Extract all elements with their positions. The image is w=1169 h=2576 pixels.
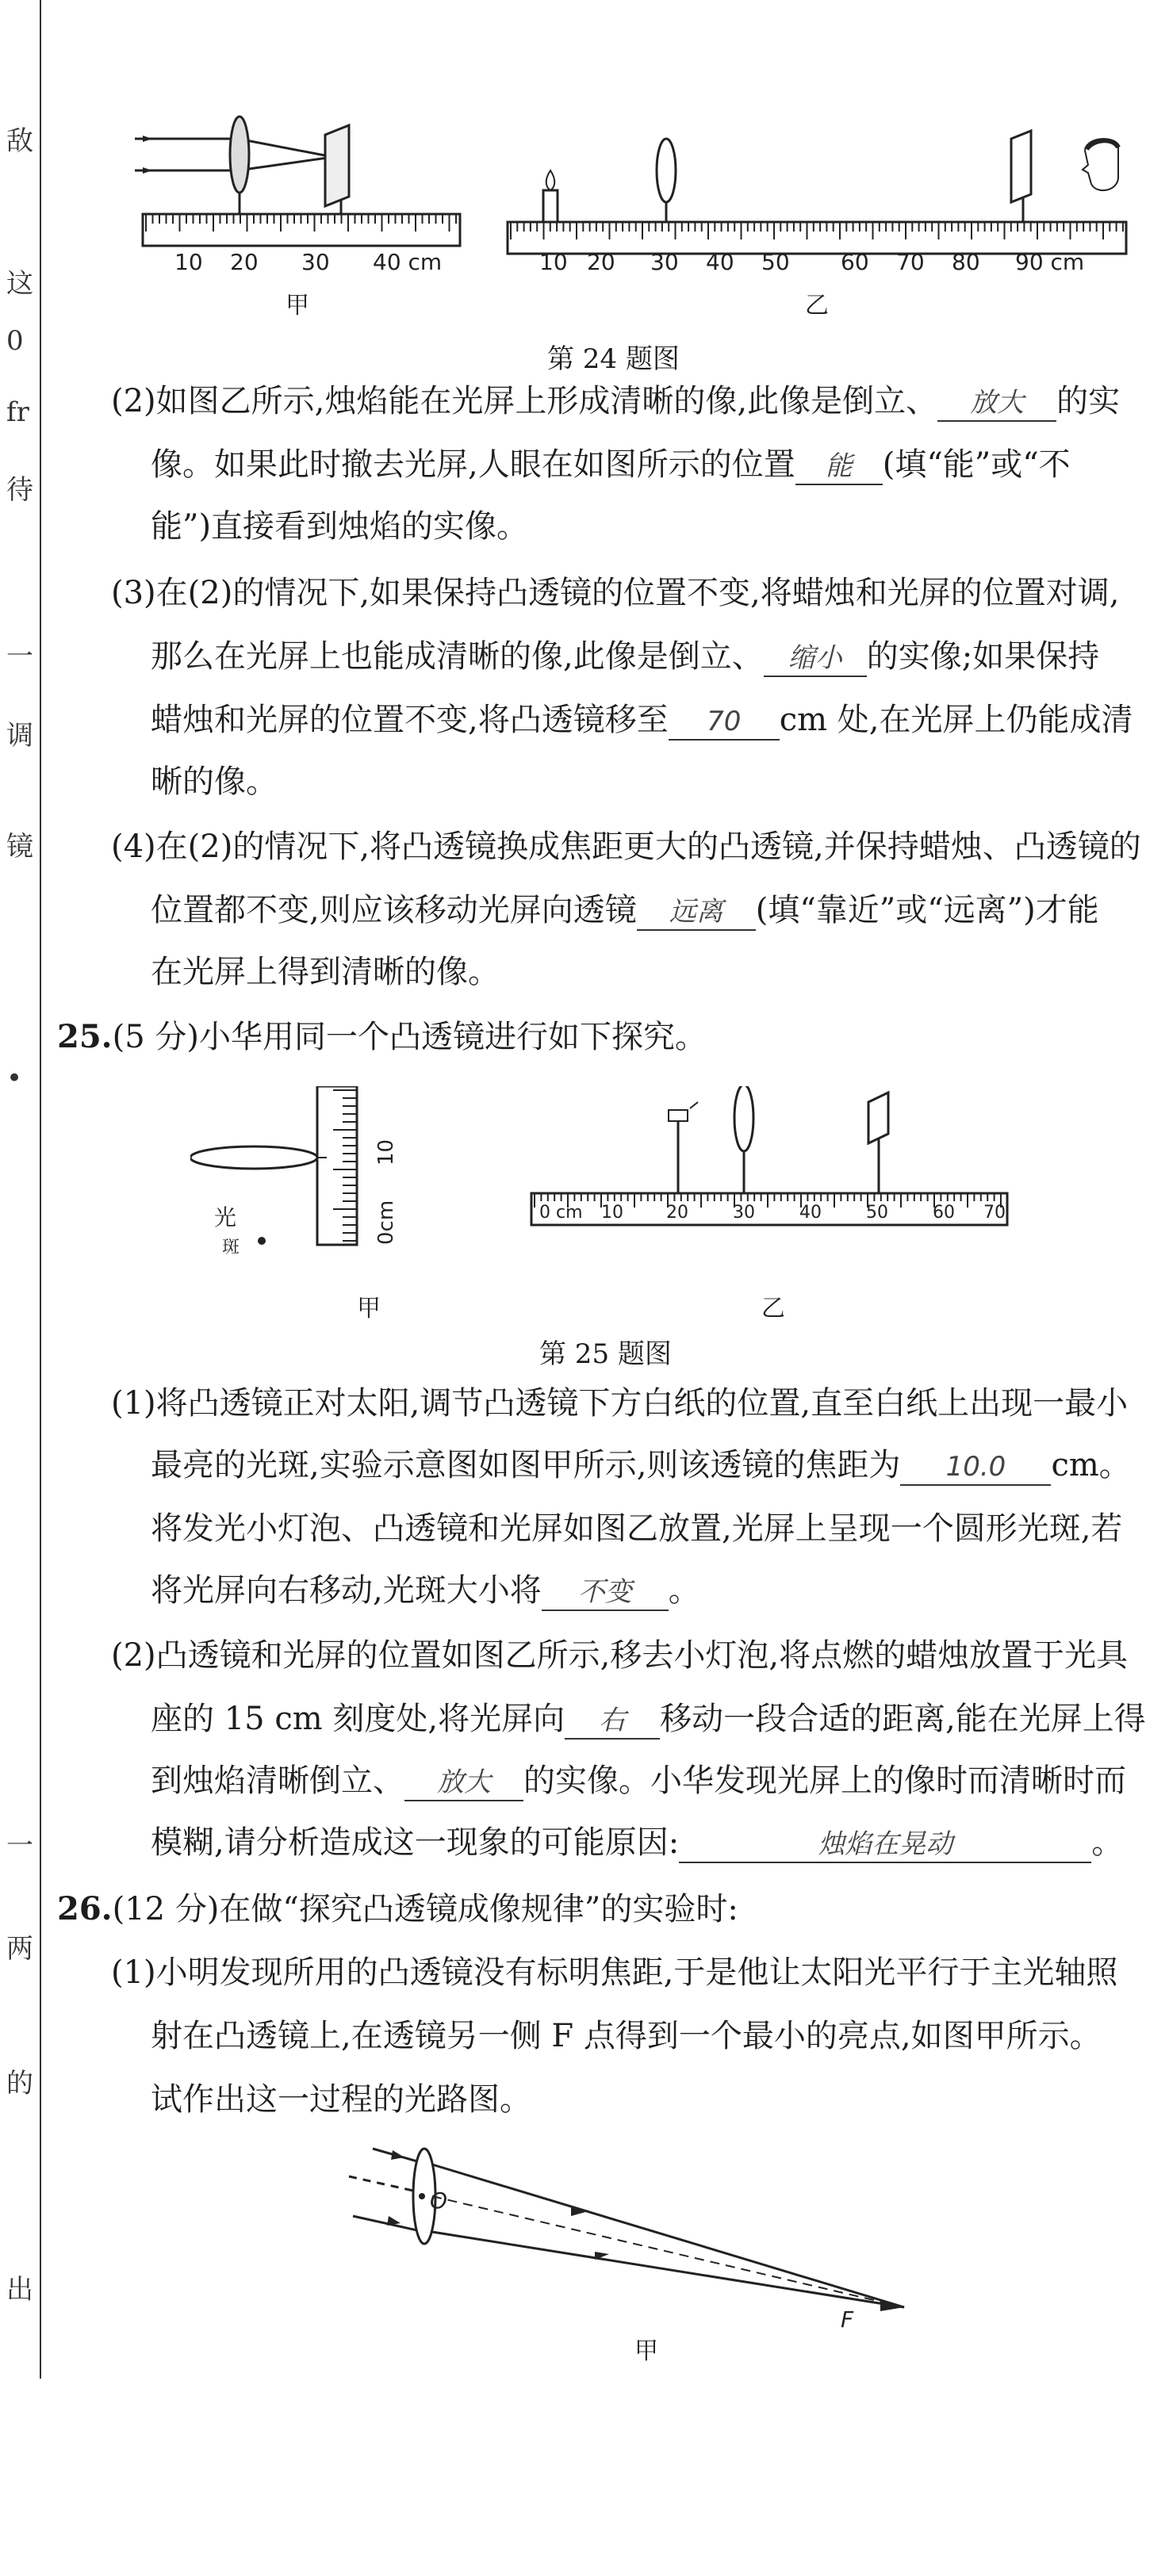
scale-a-label: 10 — [374, 1139, 398, 1166]
q25-p1-line1: (1)将凸透镜正对太阳,调节凸透镜下方白纸的位置,直至白纸上出现一最小 — [111, 1385, 1129, 1422]
q24-p2-line1 — [111, 379, 1120, 423]
text: 。 — [668, 1572, 700, 1609]
margin-char: 两 — [6, 1933, 33, 1965]
text: (2)如图乙所示,烛焰能在光屏上形成清晰的像,此像是倒立、 — [111, 383, 938, 419]
text: 最亮的光斑,实验示意图如图甲所示,则该透镜的焦距为 — [151, 1447, 901, 1483]
q24-p2-line3: 能”)直接看到烛焰的实像。 — [151, 508, 529, 545]
q24-p3-line3 — [151, 698, 1133, 742]
ruler-a-tick-label: 20 — [230, 249, 259, 275]
ruler-b-tick-label: 70 — [896, 249, 925, 275]
q24-p4-line3: 在光屏上得到清晰的像。 — [151, 954, 500, 990]
spot-label: 光 — [214, 1204, 237, 1231]
ruler-b-tick-label: 90 cm — [1015, 249, 1085, 275]
flame-shape — [546, 170, 555, 190]
text: 位置都不变,则应该移动光屏向透镜 — [151, 892, 637, 928]
question-number: 25. — [57, 1018, 113, 1055]
answer-blank: 能 — [795, 449, 883, 485]
margin-char: 的 — [6, 2068, 33, 2099]
figure-26-label: 甲 — [634, 2337, 658, 2365]
answer-blank: 烛焰在晃动 — [679, 1827, 1091, 1863]
point-f-label: F — [841, 2306, 854, 2333]
q25-stem — [57, 1015, 707, 1059]
figure-24-caption: 第 24 题图 — [547, 343, 680, 375]
answer-blank: 右 — [565, 1703, 660, 1740]
figure-24-b — [508, 131, 1126, 320]
screen-shape — [1011, 131, 1031, 202]
margin-char: • — [6, 1062, 23, 1094]
answer-blank: 10.0 — [900, 1449, 1051, 1486]
margin-char: 0 — [6, 325, 24, 357]
answer-blank: 放大 — [937, 385, 1056, 422]
text: 模糊,请分析造成这一现象的可能原因: — [151, 1824, 680, 1861]
margin-char: 一 — [6, 641, 33, 672]
ruler-a-tick-label: 30 — [301, 249, 330, 275]
margin-char: 一 — [6, 1830, 33, 1862]
text: 移动一段合适的距离,能在光屏上得 — [660, 1701, 1146, 1737]
answer-blank: 缩小 — [764, 641, 867, 677]
text: 那么在光屏上也能成清晰的像,此像是倒立、 — [151, 638, 764, 675]
text: (5 分)小华用同一个凸透镜进行如下探究。 — [112, 1019, 707, 1055]
margin-char: 待 — [6, 474, 33, 506]
text: 的实 — [1056, 383, 1121, 419]
spot-label: 斑 — [222, 1238, 240, 1257]
answer-blank: 远离 — [637, 894, 756, 931]
text: 的实像。小华发现光屏上的像时而清晰时而 — [523, 1763, 1126, 1799]
text: 到烛焰清晰倒立、 — [151, 1763, 404, 1799]
screen-shape — [325, 125, 349, 206]
optical-center-point — [419, 2193, 425, 2199]
ruler-a-tick-label: 40 cm — [373, 249, 443, 275]
figure-24-a-label: 甲 — [286, 292, 309, 320]
figure-25-a-label: 甲 — [357, 1295, 381, 1322]
q24-p3-line1: (3)在(2)的情况下,如果保持凸透镜的位置不变,将蜡烛和光屏的位置对调, — [111, 575, 1120, 611]
figure-24-a — [135, 117, 460, 320]
ruler-b-tick-label: 40 — [706, 249, 734, 275]
q24-p3-line4: 晰的像。 — [151, 764, 278, 800]
margin-char: fr — [6, 396, 29, 428]
text: 蜡烛和光屏的位置不变,将凸透镜移至 — [151, 702, 669, 738]
margin-rule — [40, 0, 41, 2379]
q25-p2-line1: (2)凸透镜和光屏的位置如图乙所示,移去小灯泡,将点燃的蜡烛放置于光具 — [111, 1637, 1129, 1674]
q25-p2-line3 — [151, 1759, 1126, 1803]
answer-blank: 放大 — [404, 1765, 523, 1801]
lens-shape — [190, 1146, 317, 1169]
lens-shape — [657, 139, 676, 202]
scale-a-label: 0cm — [374, 1200, 398, 1245]
light-spot — [258, 1237, 266, 1245]
point-o-label: O — [430, 2187, 448, 2214]
figure-26 — [333, 2133, 952, 2371]
figure-25 — [190, 1086, 1079, 1324]
ruler-tick-label: 60 — [933, 1203, 955, 1223]
q25-p2-line4 — [151, 1820, 1123, 1865]
ruler-tick-label: 50 — [866, 1203, 888, 1223]
figure-25-caption: 第 25 题图 — [539, 1338, 672, 1370]
figure-25-b — [531, 1086, 1007, 1322]
bulb-shape — [669, 1110, 688, 1121]
figure-25-b-label: 乙 — [761, 1295, 785, 1322]
ruler-b-tick-label: 50 — [761, 249, 790, 275]
q24-p4-line2 — [151, 888, 1099, 932]
q24-p4-line1: (4)在(2)的情况下,将凸透镜换成焦距更大的凸透镜,并保持蜡烛、凸透镜的 — [111, 829, 1141, 865]
ruler-a-tick-label: 10 — [174, 249, 203, 275]
margin-char: 这 — [6, 268, 33, 300]
q25-p1-line2 — [151, 1443, 1131, 1487]
q26-p1-line2: 射在凸透镜上,在透镜另一侧 F 点得到一个最小的亮点,如图甲所示。 — [151, 2018, 1102, 2054]
text: 将光屏向右移动,光斑大小将 — [151, 1572, 542, 1609]
scale-a — [317, 1086, 357, 1245]
text: (12 分)在做“探究凸透镜成像规律”的实验时: — [112, 1891, 738, 1927]
figure-25-a — [190, 1086, 398, 1322]
ruler-tick-label: 0 cm — [539, 1203, 583, 1223]
ruler-tick-label: 10 — [601, 1203, 623, 1223]
q26-p1-line1: (1)小明发现所用的凸透镜没有标明焦距,于是他让太阳光平行于主光轴照 — [111, 1954, 1118, 1991]
text: 的实像;如果保持 — [866, 638, 1100, 675]
q25-p1-line4 — [151, 1568, 700, 1613]
text: 像。如果此时撤去光屏,人眼在如图所示的位置 — [151, 446, 795, 483]
ruler-tick-label: 30 — [733, 1203, 755, 1223]
margin-char: 敌 — [6, 125, 33, 157]
text: 座的 15 cm 刻度处,将光屏向 — [151, 1701, 565, 1737]
q24-p3-line2 — [151, 634, 1099, 679]
text: (填“靠近”或“远离”)才能 — [755, 892, 1099, 928]
screen-shape — [868, 1093, 888, 1143]
text: cm。 — [1051, 1447, 1131, 1483]
ruler-tick-label: 40 — [799, 1203, 822, 1223]
text: 。 — [1091, 1824, 1124, 1861]
figure-24-b-label: 乙 — [805, 292, 829, 320]
ruler-b-tick-label: 30 — [650, 249, 679, 275]
lens-shape — [734, 1086, 753, 1151]
question-number: 26. — [57, 1890, 113, 1927]
q24-p2-line2 — [151, 442, 1071, 487]
q26-p1-line3: 试作出这一过程的光路图。 — [151, 2081, 531, 2118]
margin-char: 镜 — [6, 831, 33, 863]
ruler-b-tick-label: 80 — [952, 249, 980, 275]
ruler-b-tick-label: 20 — [587, 249, 615, 275]
text: (填“能”或“不 — [882, 446, 1071, 483]
ruler-b-tick-label: 60 — [841, 249, 869, 275]
ruler-tick-label: 70 — [983, 1203, 1006, 1223]
answer-blank: 不变 — [542, 1575, 669, 1611]
figure-24 — [111, 103, 1142, 341]
margin-char: 出 — [6, 2274, 33, 2306]
text: cm 处,在光屏上仍能成清 — [779, 702, 1133, 738]
q26-stem — [57, 1887, 738, 1931]
candle-shape — [543, 190, 558, 222]
ruler-b-tick-label: 10 — [539, 249, 568, 275]
answer-blank: 70 — [669, 704, 780, 741]
ruler-tick-label: 20 — [666, 1203, 688, 1223]
q25-p1-line3: 将发光小灯泡、凸透镜和光屏如图乙放置,光屏上呈现一个圆形光斑,若 — [151, 1510, 1123, 1547]
margin-char: 调 — [6, 720, 33, 752]
q25-p2-line2 — [151, 1697, 1146, 1741]
lens-shape — [230, 117, 249, 193]
